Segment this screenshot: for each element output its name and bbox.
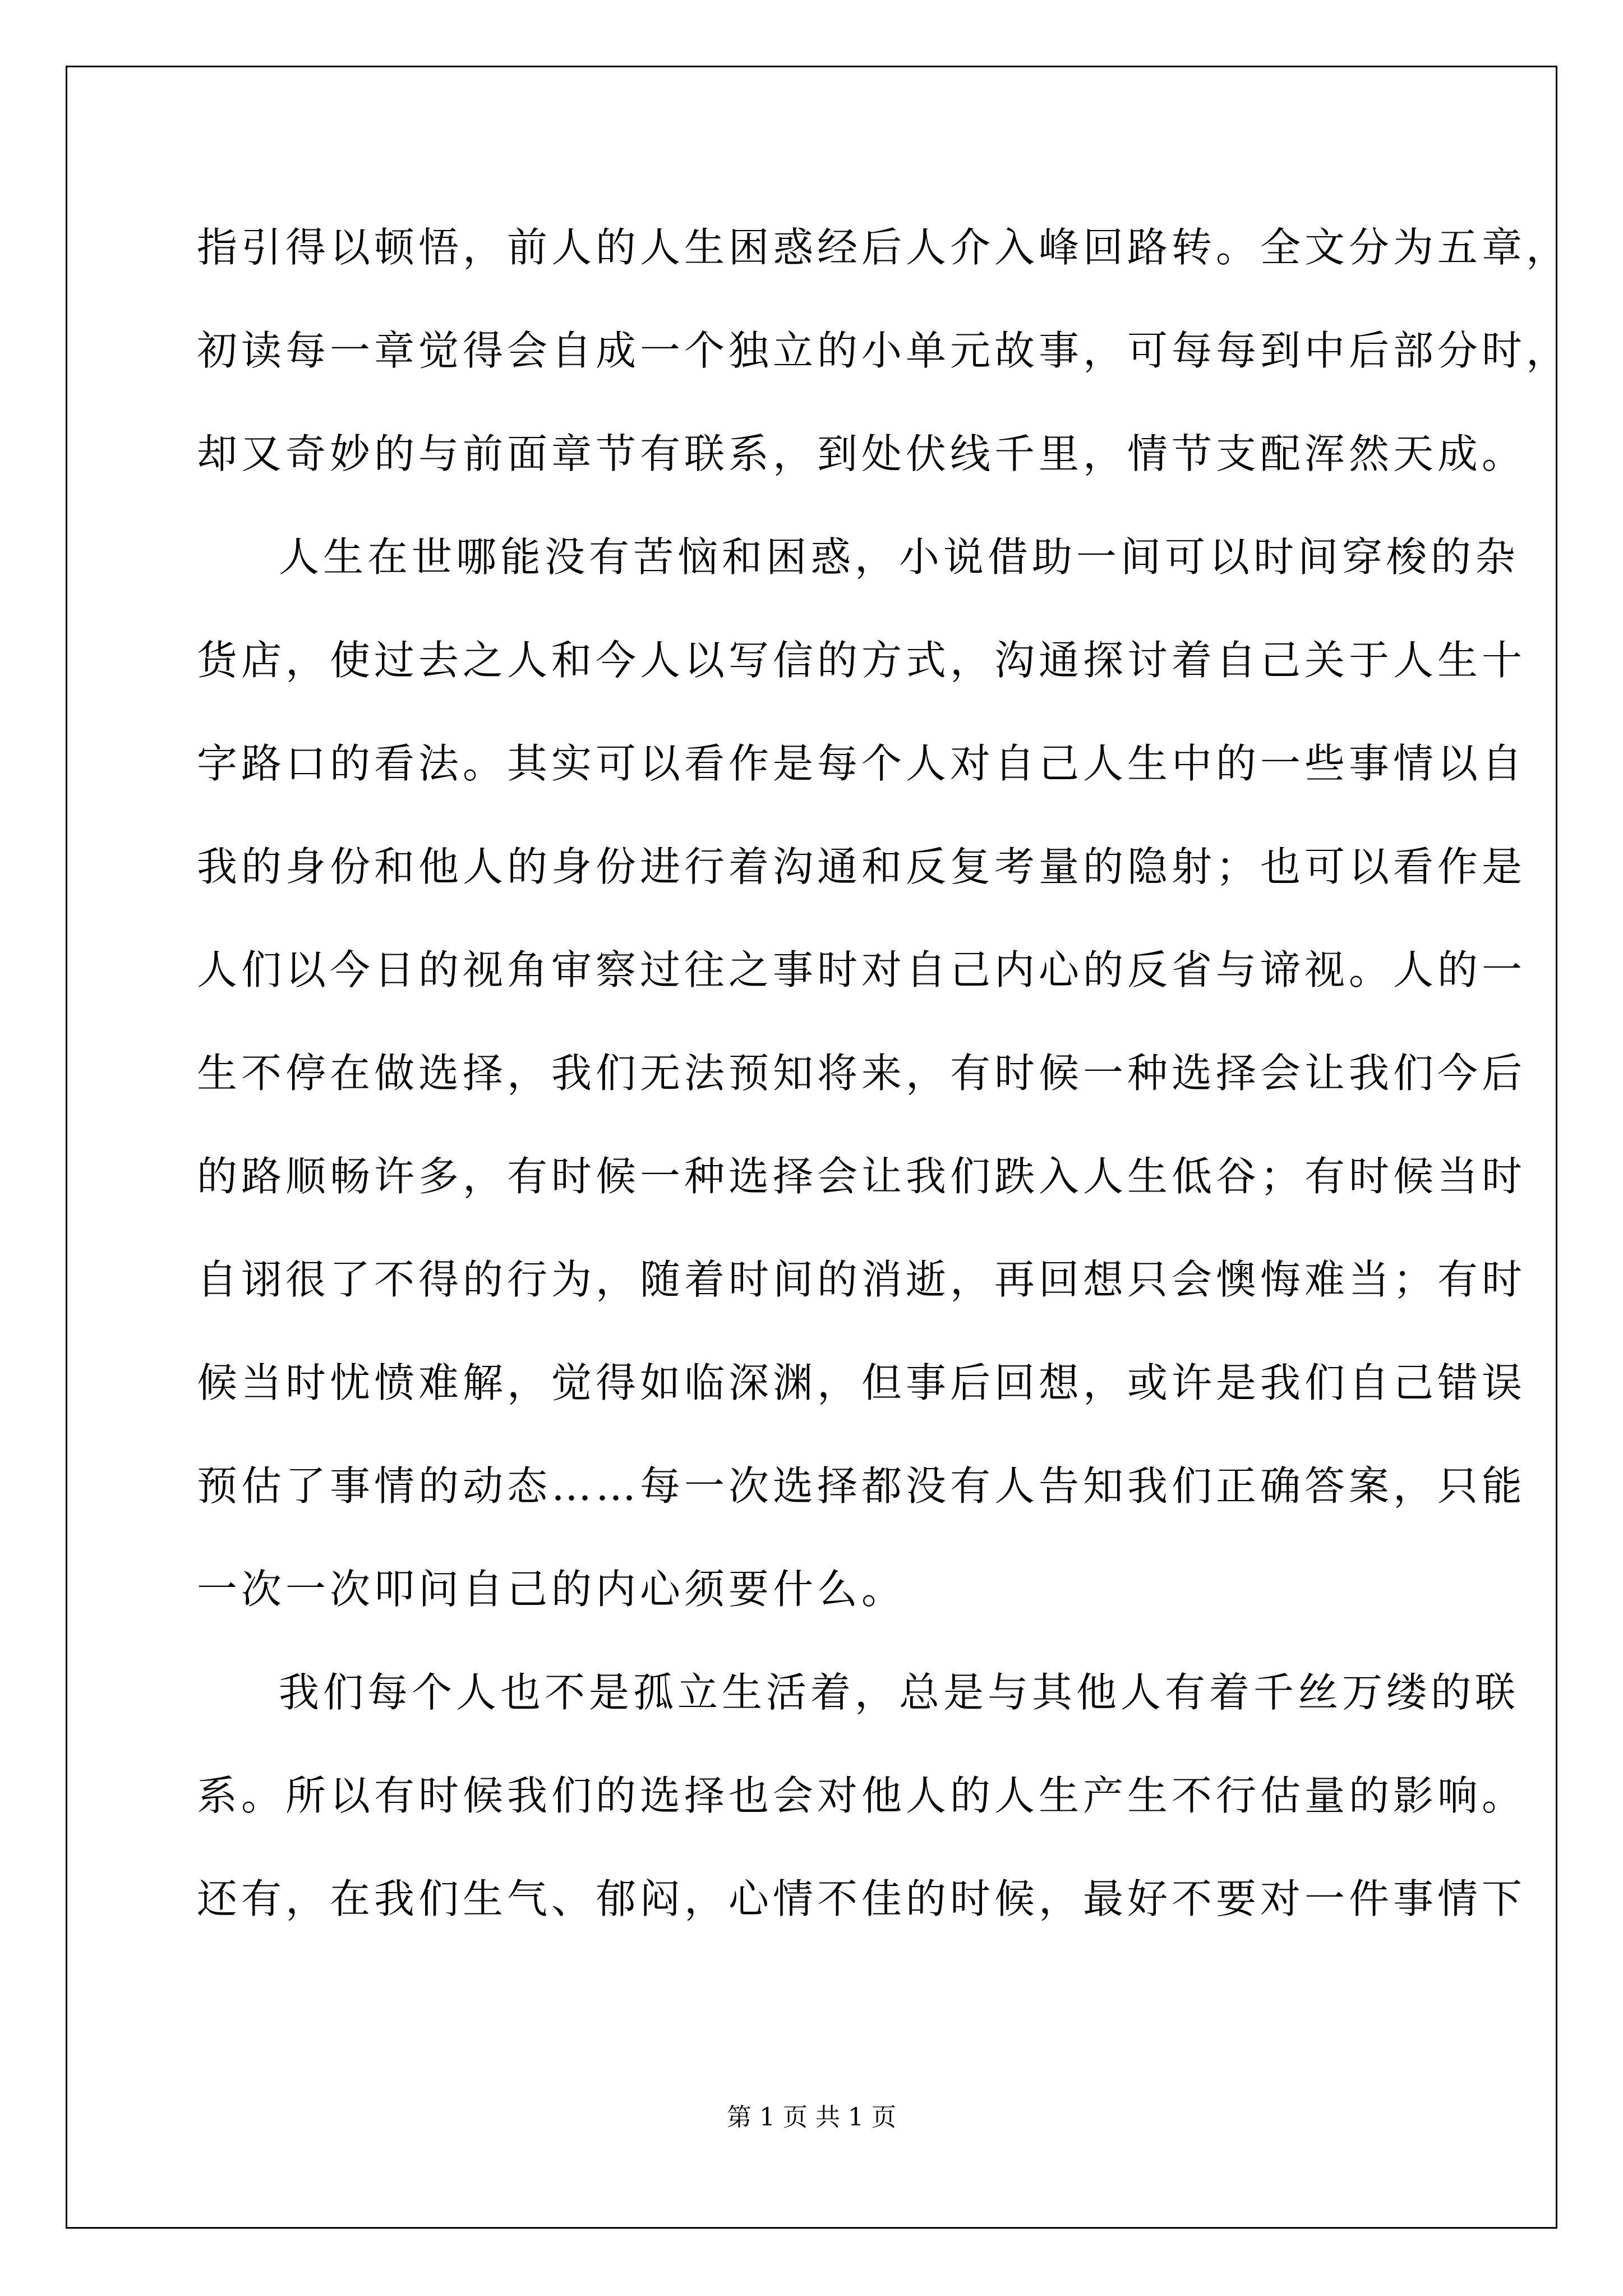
text-line: 候当时忧愤难解，觉得如临深渊，但事后回想，或许是我们自己错误 (197, 1359, 1527, 1406)
text-line: 我的身份和他人的身份进行着沟通和反复考量的隐射；也可以看作是 (197, 843, 1527, 890)
paragraph-start-line: 人生在世哪能没有苦恼和困惑，小说借助一间可以时间穿梭的杂 (279, 533, 1520, 581)
text-line: 自诩很了不得的行为，随着时间的消逝，再回想只会懊悔难当；有时 (197, 1256, 1527, 1303)
text-line: 初读每一章觉得会自成一个独立的小单元故事，可每每到中后部分时， (197, 327, 1571, 374)
text-line: 一次一次叩问自己的内心须要什么。 (197, 1566, 906, 1613)
text-line: 预估了事情的动态……每一次选择都没有人告知我们正确答案，只能 (197, 1462, 1527, 1510)
text-line: 人们以今日的视角审察过往之事时对自己内心的反省与谛视。人的一 (197, 946, 1527, 993)
text-line: 系。所以有时候我们的选择也会对他人的人生产生不行估量的影响。 (197, 1772, 1527, 1819)
text-line: 字路口的看法。其实可以看作是每个人对自己人生中的一些事情以自 (197, 740, 1527, 787)
text-line: 指引得以顿悟，前人的人生困惑经后人介入峰回路转。全文分为五章， (197, 224, 1571, 271)
paragraph-start-line: 我们每个人也不是孤立生活着，总是与其他人有着千丝万缕的联 (279, 1669, 1520, 1716)
page-number-footer: 第 1 页 共 1 页 (727, 2103, 896, 2132)
text-line: 货店，使过去之人和今人以写信的方式，沟通探讨着自己关于人生十 (197, 637, 1527, 684)
text-line: 生不停在做选择，我们无法预知将来，有时候一种选择会让我们今后 (197, 1050, 1527, 1097)
text-line: 的路顺畅许多，有时候一种选择会让我们跌入人生低谷；有时候当时 (197, 1153, 1527, 1200)
text-line: 还有，在我们生气、郁闷，心情不佳的时候，最好不要对一件事情下 (197, 1875, 1527, 1922)
text-line: 却又奇妙的与前面章节有联系，到处伏线千里，情节支配浑然天成。 (197, 430, 1527, 477)
